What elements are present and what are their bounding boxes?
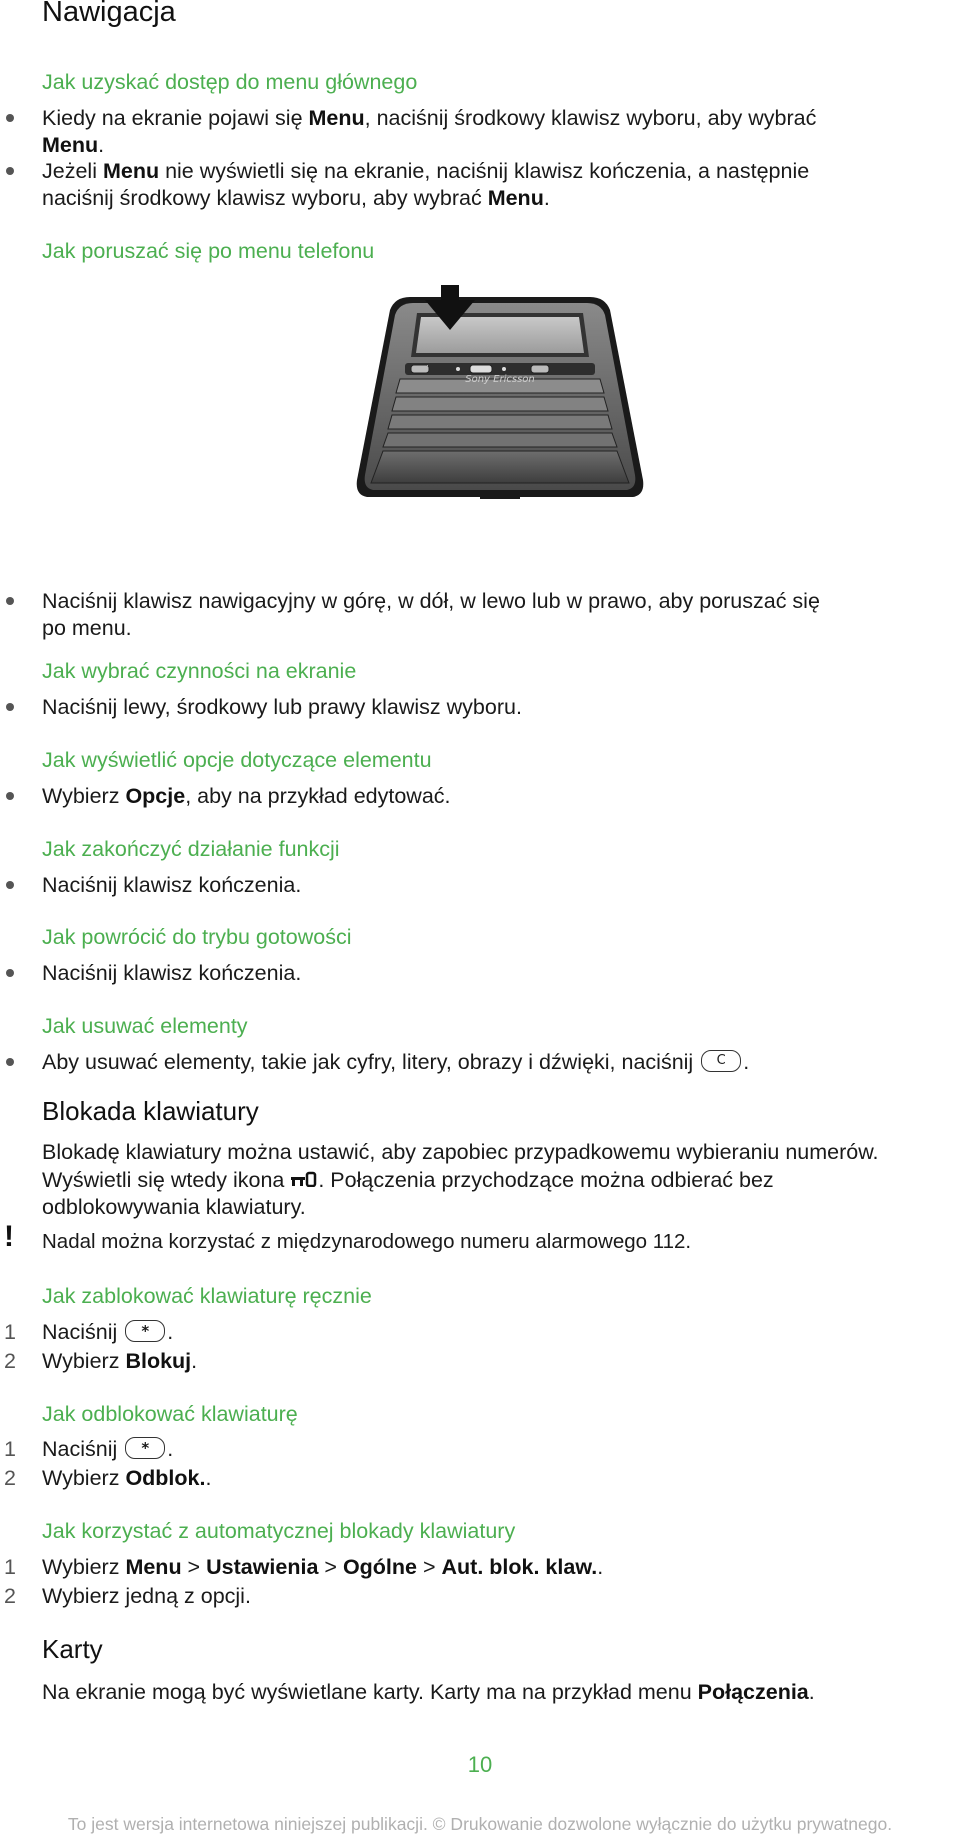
heading-select-actions: Jak wybrać czynności na ekranie: [42, 659, 357, 683]
star-key-icon: *: [125, 1320, 165, 1342]
step-text: Naciśnij * .: [42, 1320, 174, 1344]
step-text: Wybierz Menu > Ustawienia > Ogólne > Aut. blok. klaw..: [42, 1555, 604, 1579]
keylock-icon: [290, 1171, 318, 1187]
phone-brand-logo: Sony Ericsson: [465, 374, 535, 385]
step-number: 2: [4, 1349, 16, 1373]
note-text: Nadal można korzystać z międzynarodowego numeru alarmowego 112.: [42, 1230, 692, 1253]
step-number: 2: [4, 1466, 16, 1490]
bullet: [6, 597, 14, 605]
text-line: Wybierz Opcje, aby na przykład edytować.: [42, 784, 451, 808]
text-line: Aby usuwać elementy, takie jak cyfry, litery, obrazy i dźwięki, naciśnij C .: [42, 1050, 750, 1074]
text-line: Naciśnij klawisz kończenia.: [42, 961, 302, 985]
text-line: Blokadę klawiatury można ustawić, aby zapobiec przypadkowemu wybieraniu numerów.: [42, 1140, 879, 1164]
heading-keylock: Blokada klawiatury: [42, 1096, 259, 1126]
bullet: [6, 792, 14, 800]
footer-note: To jest wersja internetowa niniejszej publikacji. © Drukowanie dozwolone wyłącznie do użytku prywatnego.: [67, 1814, 893, 1834]
page-title: Nawigacja: [42, 0, 176, 28]
phone-illustration: [355, 285, 645, 540]
text-line: Kiedy na ekranie pojawi się Menu, naciśnij środkowy klawisz wyboru, aby wybrać: [42, 106, 817, 130]
step-text: Wybierz Blokuj.: [42, 1349, 198, 1373]
heading-item-options: Jak wyświetlić opcje dotyczące elementu: [42, 748, 432, 772]
star-key-icon: *: [125, 1437, 165, 1459]
heading-end-function: Jak zakończyć działanie funkcji: [42, 837, 340, 861]
heading-navigate-menu: Jak poruszać się po menu telefonu: [42, 239, 375, 263]
step-text: Wybierz jedną z opcji.: [42, 1584, 251, 1608]
step-number: 1: [4, 1320, 16, 1344]
text-line: naciśnij środkowy klawisz wyboru, aby wybrać Menu.: [42, 186, 550, 210]
step-number: 2: [4, 1584, 16, 1608]
text-line: Naciśnij klawisz kończenia.: [42, 873, 302, 897]
step-text: Naciśnij * .: [42, 1437, 174, 1461]
text-line: Na ekranie mogą być wyświetlane karty. Karty ma na przykład menu Połączenia.: [42, 1680, 815, 1704]
heading-lock-manual: Jak zablokować klawiaturę ręcznie: [42, 1284, 372, 1308]
heading-main-menu: Jak uzyskać dostęp do menu głównego: [42, 70, 418, 94]
bullet: [6, 703, 14, 711]
text-line: Jeżeli Menu nie wyświetli się na ekranie, naciśnij klawisz kończenia, a następnie: [42, 159, 810, 183]
text-line: Menu.: [42, 133, 105, 157]
text-line: Naciśnij klawisz nawigacyjny w górę, w dół, w lewo lub w prawo, aby poruszać się: [42, 589, 820, 613]
heading-auto-lock: Jak korzystać z automatycznej blokady klawiatury: [42, 1519, 516, 1543]
step-number: 1: [4, 1437, 16, 1461]
heading-delete-items: Jak usuwać elementy: [42, 1014, 248, 1038]
page-number: 10: [467, 1752, 493, 1777]
text-line: po menu.: [42, 616, 132, 640]
step-number: 1: [4, 1555, 16, 1579]
step-text: Wybierz Odblok..: [42, 1466, 212, 1490]
text-line: odblokowywania klawiatury.: [42, 1195, 306, 1219]
text-line: Wyświetli się wtedy ikona . Połączenia przychodzące można odbierać bez: [42, 1168, 774, 1192]
heading-unlock: Jak odblokować klawiaturę: [42, 1402, 298, 1426]
warning-icon: !: [4, 1220, 14, 1253]
heading-cards: Karty: [42, 1634, 103, 1664]
bullet: [6, 114, 14, 122]
clear-key-icon: C: [701, 1050, 741, 1072]
bullet: [6, 167, 14, 175]
text-line: Naciśnij lewy, środkowy lub prawy klawisz wyboru.: [42, 695, 522, 719]
heading-standby: Jak powrócić do trybu gotowości: [42, 925, 352, 949]
bullet: [6, 881, 14, 889]
bullet: [6, 969, 14, 977]
bullet: [6, 1058, 14, 1066]
